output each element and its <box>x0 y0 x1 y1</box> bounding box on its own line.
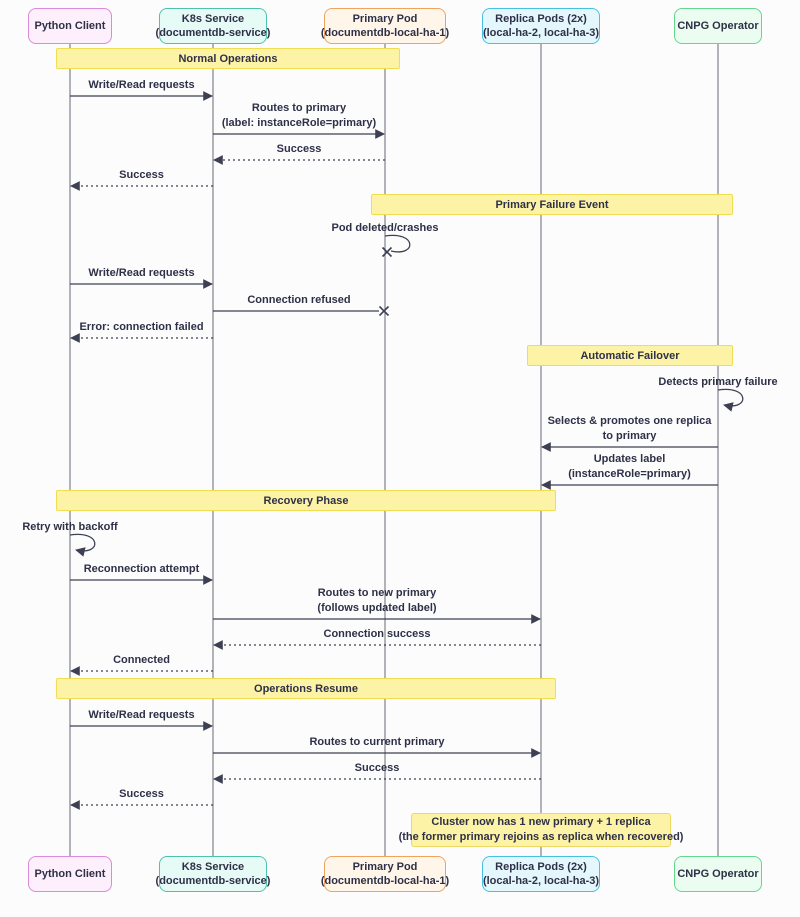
message-label-line: Detects primary failure <box>658 376 778 388</box>
self-message-label <box>658 375 777 390</box>
message-label-line: Retry with backoff <box>22 521 118 533</box>
actor-label-line: CNPG Operator <box>677 20 759 32</box>
message-label <box>79 320 203 335</box>
message-label-line: (follows updated label) <box>317 602 437 614</box>
band-operations-resume <box>56 678 556 699</box>
message-label-line: Success <box>276 143 322 155</box>
message-label-line: to primary <box>602 430 657 442</box>
band-label: Operations Resume <box>254 682 358 695</box>
band-label: Normal Operations <box>178 52 278 65</box>
message-label-line: Connected <box>113 654 170 666</box>
message-label-line: Selects & promotes one replica <box>547 415 712 427</box>
message-label-line: Reconnection attempt <box>83 563 200 575</box>
band-label: Recovery Phase <box>263 494 349 507</box>
message-label-line: Updates label <box>593 453 666 465</box>
band-primary-failure-event <box>371 194 733 215</box>
message-label-line: Routes to current primary <box>309 736 445 748</box>
message-label-line: Connection refused <box>247 294 351 306</box>
band-label: Automatic Failover <box>580 349 680 362</box>
message-label <box>277 142 322 157</box>
actor-label-line: CNPG Operator <box>677 868 759 880</box>
actor-top-primary-pod <box>320 8 450 44</box>
actor-label-line: K8s Service <box>181 861 245 873</box>
actor-top-cnpg-operator <box>674 8 762 44</box>
message-label <box>119 168 164 183</box>
band-normal-operations <box>56 48 400 69</box>
message-label-line: Success <box>119 169 164 181</box>
actor-label-line: Python Client <box>34 868 106 880</box>
actor-label-line: Replica Pods (2x) <box>495 13 587 25</box>
message-label <box>309 735 444 750</box>
actor-label-line: K8s Service <box>181 13 245 25</box>
actor-top-k8s-service <box>155 8 271 44</box>
message-label-line: Success <box>354 762 400 774</box>
actor-bottom-python-client <box>28 856 112 892</box>
message-label-line: Error: connection failed <box>79 321 204 333</box>
band-label: Primary Failure Event <box>495 198 609 211</box>
actor-bottom-cnpg-operator <box>674 856 762 892</box>
actor-label-line: Replica Pods (2x) <box>495 861 587 873</box>
actor-top-replica-pods <box>482 8 600 44</box>
message-label-line: Pod deleted/crashes <box>331 222 439 234</box>
message-label <box>88 708 194 723</box>
message-label <box>568 452 691 482</box>
note-line: Cluster now has 1 new primary + 1 replica <box>431 816 651 828</box>
actor-bottom-k8s-service <box>155 856 271 892</box>
actor-label-line: Primary Pod <box>352 861 418 873</box>
actor-label-line: Primary Pod <box>352 13 418 25</box>
actor-top-python-client <box>28 8 112 44</box>
actor-label-line: Python Client <box>34 20 106 32</box>
band-automatic-failover <box>527 345 733 366</box>
cluster-status-note <box>398 813 684 847</box>
message-label <box>317 586 436 616</box>
actor-label-line: (documentdb-local-ha-1) <box>320 27 450 39</box>
message-label <box>113 653 170 668</box>
actor-label-line: (local-ha-2, local-ha-3) <box>482 27 600 39</box>
message-label-line: Connection success <box>323 628 431 640</box>
message-label-line: Routes to new primary <box>317 587 437 599</box>
message-label <box>355 761 400 776</box>
message-label <box>324 627 431 642</box>
self-loop-arrow <box>70 534 95 551</box>
message-label-line: Routes to primary <box>251 102 347 114</box>
message-label <box>88 78 194 93</box>
message-label-line: Write/Read requests <box>88 267 195 279</box>
message-label-line: Write/Read requests <box>88 709 195 721</box>
x-end-icon <box>380 307 389 316</box>
message-label-line: (instanceRole=primary) <box>568 468 691 480</box>
self-loop-arrow <box>718 389 743 406</box>
actor-label-line: (documentdb-local-ha-1) <box>320 875 450 887</box>
band-recovery-phase <box>56 490 556 511</box>
message-label-line: Success <box>119 788 164 800</box>
x-end-icon <box>383 248 392 257</box>
self-message-label <box>332 221 439 236</box>
message-label <box>222 101 376 131</box>
actor-bottom-primary-pod <box>320 856 450 892</box>
actor-label-line: (local-ha-2, local-ha-3) <box>482 875 600 887</box>
message-label-line: Write/Read requests <box>88 79 195 91</box>
message-label <box>119 787 164 802</box>
message-label <box>548 414 712 444</box>
message-label <box>84 562 200 577</box>
actor-bottom-replica-pods <box>482 856 600 892</box>
note-line: (the former primary rejoins as replica when recovered) <box>398 831 684 843</box>
actor-label-line: (documentdb-service) <box>155 27 271 39</box>
actor-label-line: (documentdb-service) <box>155 875 271 887</box>
message-label <box>247 293 350 308</box>
message-label-line: (label: instanceRole=primary) <box>221 117 377 129</box>
self-message-label <box>22 520 117 535</box>
message-label <box>88 266 194 281</box>
